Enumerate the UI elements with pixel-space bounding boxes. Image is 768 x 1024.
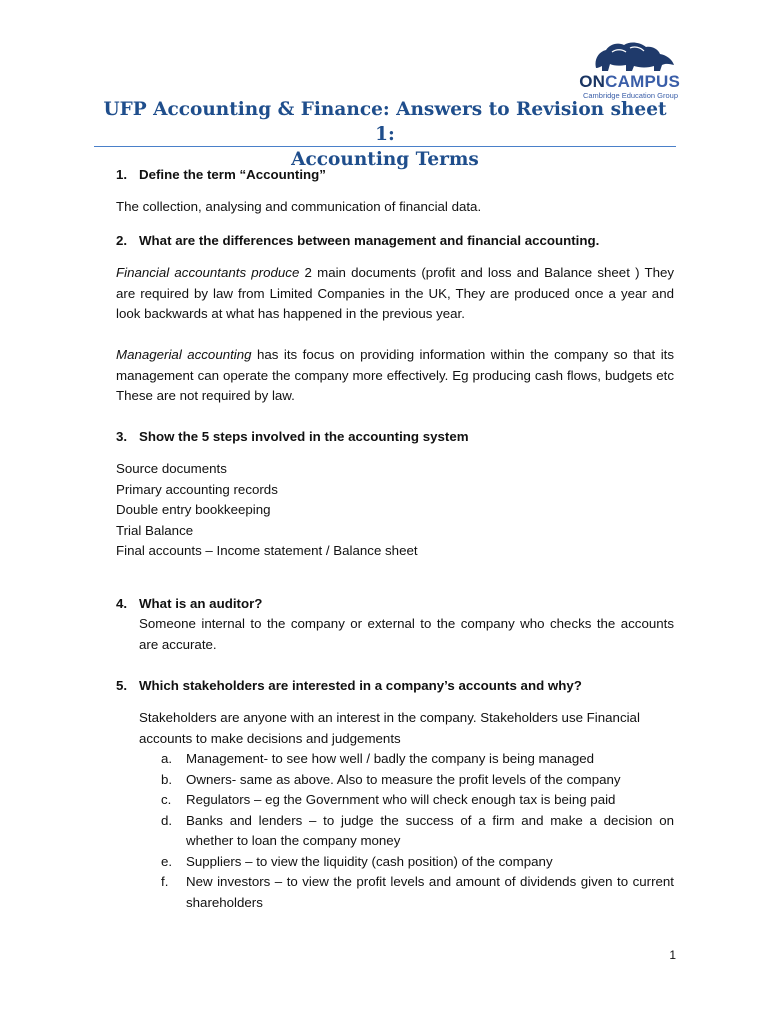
title-line-1: UFP Accounting & Finance: Answers to Revision sheet 1: [103,99,667,145]
question-3: 3. Show the 5 steps involved in the accounting system [116,429,469,444]
answer-4: Someone internal to the company or external to the company who checks the accounts are accurate. [139,616,674,652]
list-item: b. Owners- same as above. Also to measure the profit levels of the company [161,771,621,787]
title-line-2: Accounting Terms [291,149,479,170]
list-item: Final accounts – Income statement / Balance sheet [116,543,418,558]
answer-5-intro: Stakeholders are anyone with an interest in the company. Stakeholders use Financial accounts to make decisions and judgements [139,710,640,746]
page-title [94,97,676,172]
list-item: Source documents [116,461,227,476]
list-item: Double entry bookkeeping [116,502,271,517]
lion-icon [590,38,678,74]
question-4: 4. What is an auditor? [116,596,263,611]
logo-subtitle: Cambridge Education Group [582,91,678,100]
page-number: 1 [669,948,676,962]
logo-wordmark: ONCAMPUS [579,72,680,91]
list-item: a. Management- to see how well / badly the company is being managed [161,751,595,766]
title-divider [94,146,676,147]
oncampus-logo [562,38,682,100]
question-2: 2. What are the differences between management and financial accounting. [116,233,600,248]
answer-5 [139,708,674,913]
list-item: d. Banks and lenders – to judge the success of a firm and make a decision on whether to loan the company money [161,812,674,848]
list-item: Trial Balance [116,522,194,538]
list-item: c. Regulators – eg the Government who will check enough tax is being paid [161,792,616,807]
list-item: e. Suppliers – to view the liquidity (cash position) of the company [161,853,553,869]
answer-2-financial: Financial accountants produce 2 main documents (profit and loss and Balance sheet ) They are required by law from Limited Companies in the UK, They are produced once a year and look backwards at what has happened in the previous year. [116,265,675,321]
question-1: 1. Define the term “Accounting” [116,167,326,182]
list-item: Primary accounting records [116,481,278,497]
steps-list [116,459,674,562]
question-5: 5. Which stakeholders are interested in a company’s accounts and why? [116,678,582,693]
answer-1: The collection, analysing and communication of financial data. [116,199,482,214]
list-item: f. New investors – to view the profit levels and amount of dividends given to current shareholders [161,874,674,910]
answer-2-managerial: Managerial accounting has its focus on providing information within the company so that its management can operate the company more effectively. Eg producing cash flows, budgets etc These are not required by law. [116,347,674,403]
